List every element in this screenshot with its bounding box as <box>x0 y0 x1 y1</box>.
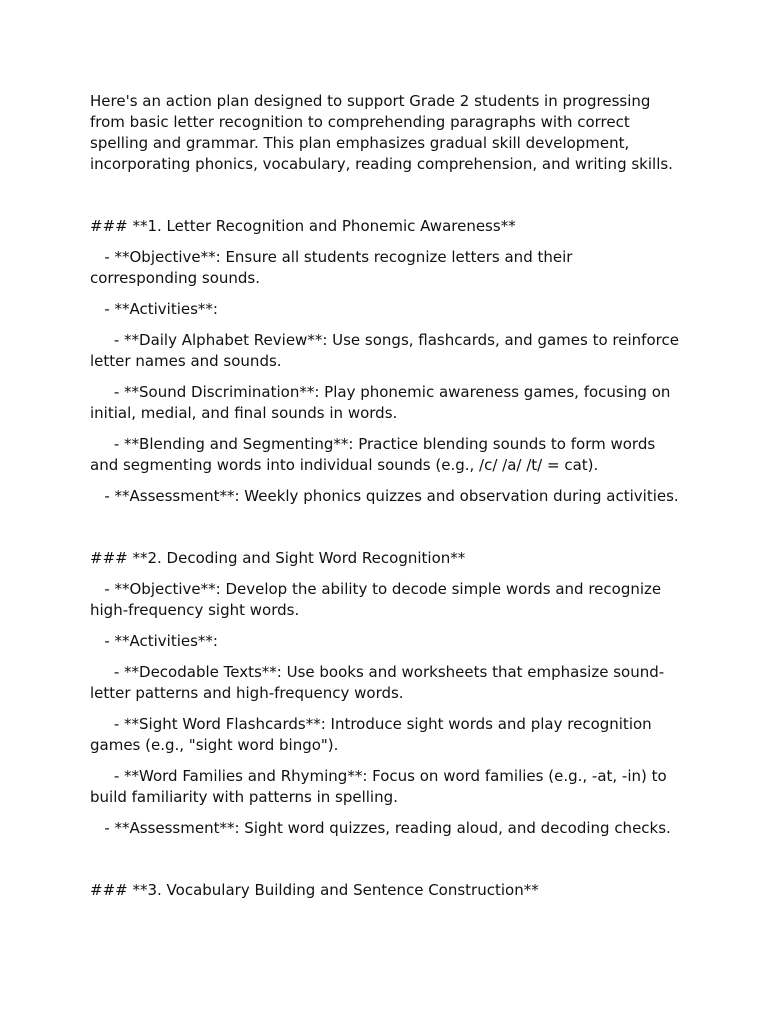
section-1-objective: - **Objective**: Ensure all students recognize letters and their corresponding sounds. <box>90 248 578 287</box>
section-1-heading: ### **1. Letter Recognition and Phonemic Awareness** <box>90 217 516 235</box>
section-2-heading: ### **2. Decoding and Sight Word Recognition** <box>90 549 466 567</box>
section-2-activity: - **Sight Word Flashcards**: Introduce sight words and play recognition games (e.g., "sight word bingo"). <box>90 715 657 754</box>
section-1-activity: - **Daily Alphabet Review**: Use songs, flashcards, and games to reinforce letter names and sounds. <box>90 331 684 370</box>
section-3-heading: ### **3. Vocabulary Building and Sentence Construction** <box>90 881 539 899</box>
document-body <box>90 91 682 911</box>
section-2-assessment: - **Assessment**: Sight word quizzes, reading aloud, and decoding checks. <box>90 819 671 837</box>
section-1-assessment: - **Assessment**: Weekly phonics quizzes and observation during activities. <box>90 487 679 505</box>
intro-paragraph: Here's an action plan designed to support Grade 2 students in progressing from basic letter recognition to comprehending paragraphs with correct spelling and grammar. This plan emphasizes gradual skill development, incorporating phonics, vocabulary, reading comprehension, and writing skills. <box>90 92 673 173</box>
section-2-activities-label: - **Activities**: <box>90 632 218 650</box>
section-1-activity: - **Blending and Segmenting**: Practice blending sounds to form words and segmenting words into individual sounds (e.g., /c/ /a/ /t/ = cat). <box>90 435 660 474</box>
section-2-objective: - **Objective**: Develop the ability to decode simple words and recognize high-frequency sight words. <box>90 580 666 619</box>
section-2-activity: - **Decodable Texts**: Use books and worksheets that emphasize sound-letter patterns and high-frequency words. <box>90 663 665 702</box>
section-1-activity: - **Sound Discrimination**: Play phonemic awareness games, focusing on initial, medial, and final sounds in words. <box>90 383 676 422</box>
section-1-activities-label: - **Activities**: <box>90 300 218 318</box>
section-2-activity: - **Word Families and Rhyming**: Focus on word families (e.g., -at, -in) to build familiarity with patterns in spelling. <box>90 767 672 806</box>
